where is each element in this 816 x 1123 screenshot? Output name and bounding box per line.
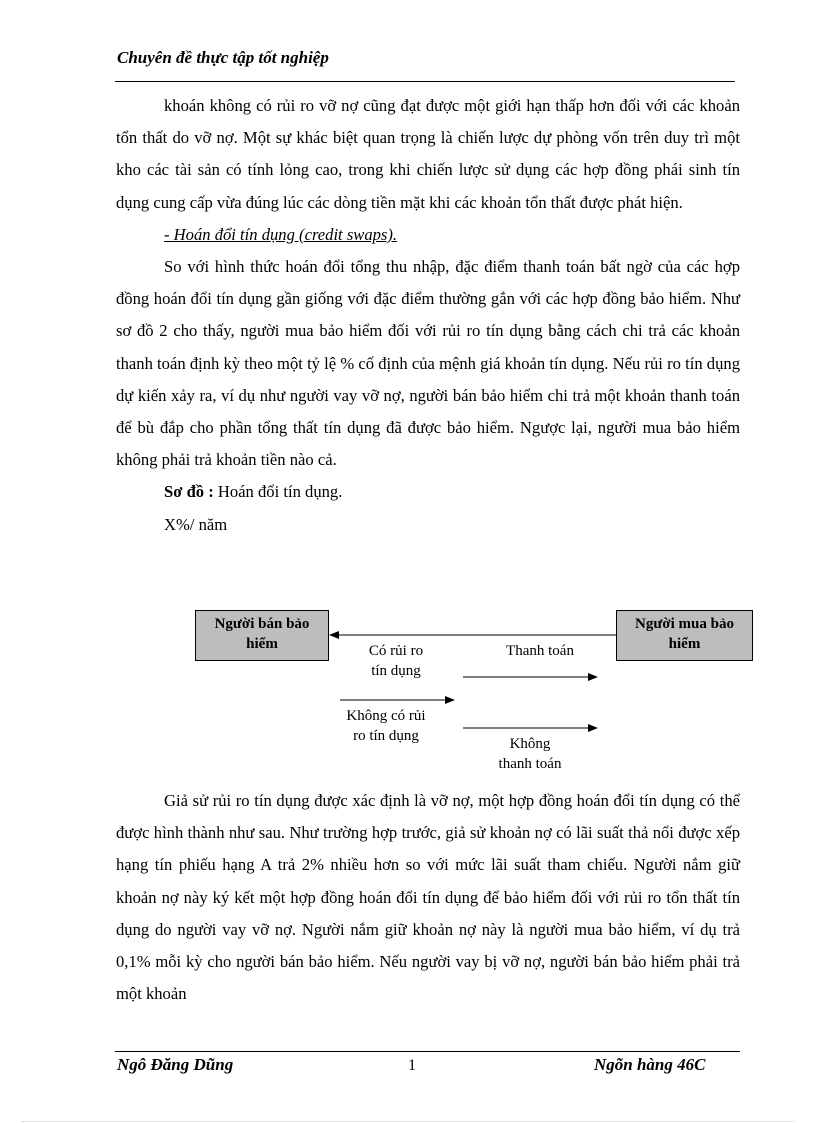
footer-class: Ngõn hàng 46C [594, 1055, 706, 1074]
buyer-box [616, 610, 753, 661]
label-no-credit-risk-line1: Không có rủi [346, 708, 426, 724]
label-credit-risk [346, 641, 446, 681]
label-no-payment [478, 734, 582, 774]
label-no-credit-risk-line2: ro tín dụng [353, 728, 419, 744]
label-no-payment-line2: thanh toán [498, 756, 562, 772]
caption-text: Hoán đổi tín dụng. [213, 482, 343, 502]
paragraph-3: Giả sử rủi ro tín dụng được xác định là vỡ nợ, một hợp đồng hoán đổi tín dụng có thể được hình thành như sau. Như trường hợp trước, giả sử khoản nợ có lãi suất thả nổi được xếp hạng tín phiếu hạng A trả 2% nhiều hơn so với mức lãi suất tham chiếu. Người nắm giữ khoản nợ này ký kết một hợp đồng hoán đổi tín dụng để bảo hiểm đối với rủi ro tổn thất tín dụng do người vay vỡ nợ. Người nắm giữ khoản nợ này là người mua bảo hiểm, ví dụ trả 0,1% mỗi kỳ cho người bán bảo hiểm. Nếu người vay bị vỡ nợ, người bán bảo hiểm phải trả một khoản [116, 791, 740, 1004]
buyer-box-label: Người mua bảo hiểm [635, 616, 734, 652]
caption-bold-label: Sơ đồ : [164, 482, 214, 502]
label-payment: Thanh toán [506, 643, 574, 659]
page-edge-dotted-line [22, 1121, 794, 1122]
label-credit-risk-line1: Có rủi ro [368, 643, 424, 659]
rate-label: X%/ năm [164, 514, 228, 534]
footer-author: Ngô Đăng Dũng [117, 1055, 234, 1074]
body-lower [116, 785, 740, 1010]
footer-divider [115, 1051, 740, 1052]
page-header-title: Chuyên đề thực tập tốt nghiệp [117, 48, 329, 67]
paragraph-1: khoán không có rủi ro vỡ nợ cũng đạt được một giới hạn thấp hơn đối với các khoản tổn thất do vỡ nợ. Một sự khác biệt quan trọng là chiến lược dự phòng vốn trên duy trì một kho các tài sản có tính lỏng cao, trong khi chiến lược sử dụng các hợp đồng phái sinh tín dụng cung cấp vừa đúng lúc các dòng tiền mặt khi các khoản tổn thất được phát hiện. [116, 96, 740, 212]
footer-page-number: 1 [408, 1057, 416, 1074]
paragraph-2: So với hình thức hoán đổi tổng thu nhập, đặc điểm thanh toán bất ngờ của các hợp đồng hoán đổi tín dụng gần giống với đặc điểm thường gắn với các hợp đồng bảo hiểm. Như sơ đồ 2 cho thấy, người mua bảo hiểm đối với rủi ro tín dụng bằng cách chi trả các khoản thanh toán định kỳ theo một tỷ lệ % cố định của mệnh giá khoản tín dụng. Nếu rủi ro tín dụng dự kiến xảy ra, ví dụ như người vay vỡ nợ, người bán bảo hiểm chi trả một khoản thanh toán để bù đắp cho phần tổng thất tín dụng đã được bảo hiểm. Ngược lại, người mua bảo hiểm không phải trả khoản tiền nào cả. [116, 257, 740, 470]
label-no-credit-risk [326, 706, 446, 746]
seller-box-label: Người bán bảo hiểm [214, 616, 310, 652]
label-no-payment-line1: Không [509, 736, 551, 752]
seller-box [195, 610, 329, 661]
label-credit-risk-line2: tín dụng [371, 663, 421, 679]
section-subheading: - Hoán đổi tín dụng (credit swaps). [164, 224, 398, 244]
